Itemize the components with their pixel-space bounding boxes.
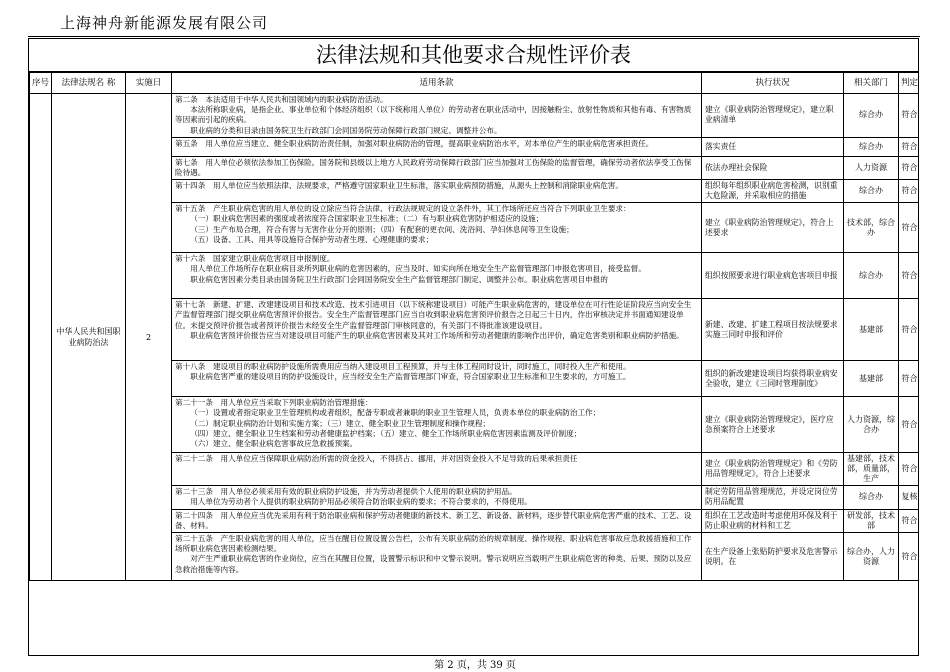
clause-text: （一）设置或者指定职业卫生管理机构或者组织，配备专职或者兼职的职业卫生管理人员，负责本单位的职业病防治工作； [190,408,601,418]
exec-status: 组织按照要求进行职业病危害项目申报 [702,253,844,299]
clause-cell [172,361,702,397]
exec-status: 建立《职业病防治管理规定》，符合上述要求 [702,203,844,253]
clause-text: 职业病危害预评价报告应当对建设项目可能产生的职业病危害因素及其对工作场所和劳动者健康的影响作出评价，确定危害类别和职业病防护措施。 [190,330,684,340]
judgement: 符合 [899,299,920,361]
clause-text: 第十七条 新建、扩建、改建建设项目和技术改造、技术引进项目（以下统称建设项目）可能产生职业病危害的，建设单位在可行性论证阶段应当向安全生产监督管理部门提交职业病危害预评价报告。安全生产监督管理部门应当自收到职业病危害预评价报告之日起三十日内，作出审核决定并书面通知建设单位。未提交预评价报告或者预评价报告未经安全生产监督管理部门审核同意的，有关部门不得批准该建设项目。 [175,300,692,330]
judgement: 符合 [899,156,920,179]
header-date: 实施日 [126,73,172,94]
exec-status: 在生产设备上张贴防护要求及危害警示说明。在 [702,533,844,581]
clause-text: 第二十四条 用人单位应当优先采用有利于防治职业病和保护劳动者健康的新技术、新工艺、新设备、新材料，逐步替代职业病危害严重的技术、工艺、设备、材料。 [175,510,692,530]
clause-text: 职业病危害因素分类目录由国务院卫生行政部门会同国务院安全生产监督管理部门制定、调整并公布。职业病危害项目申报的 [190,274,608,284]
exec-status: 建立《职业病防治管理规定》，建立职业病清单 [702,94,844,138]
clause-text: 第十六条 国家建立职业病危害项目申报制度。 [175,254,335,264]
related-dept: 基建部 [844,361,899,397]
related-dept: 基建部 [844,299,899,361]
clause-cell [172,453,702,486]
clause-cell [172,180,702,203]
exec-status: 建立《职业病防治管理规定》和《劳防用品管理规定》，符合上述要求 [702,453,844,486]
clause-text: 用人单位工作场所存在职业病目录所列职业病的危害因素的，应当及时、如实向所在地安全生产监督管理部门申报危害项目，接受监督。 [190,264,646,274]
judgement: 符合 [899,253,920,299]
clause-text: 第二十一条 用人单位应当采取下列职业病防治管理措施： [175,398,373,408]
evaluation-form [28,38,919,656]
clause-cell [172,397,702,453]
clause-text: （四）建立、健全职业卫生档案和劳动者健康监护档案；（五）建立、健全工作场所职业病危害因素监测及评价制度； [190,428,582,438]
judgement: 符合 [899,533,920,581]
clause-text: （一）职业病危害因素的强度或者浓度符合国家职业卫生标准；（二）有与职业病危害防护相适应的设施； [190,214,544,224]
company-name: 上海神舟新能源发展有限公司 [60,14,269,32]
law-name: 中华人民共和国职业病防治法 [52,94,126,581]
judgement: 符合 [899,180,920,203]
header-judge: 判定 [899,73,920,94]
group-seq [30,94,52,581]
related-dept: 综合办 [844,180,899,203]
clause-text: （三）生产布局合理，符合有害与无害作业分开的原则；（四）有配套的更衣间、洗浴间、孕妇休息间等卫生设施； [190,224,574,234]
clause-cell [172,94,702,138]
evaluation-table [29,72,919,581]
clause-text: 对产生严重职业病危害的作业岗位，应当在其醒目位置，设置警示标识和中文警示说明。警示说明应当载明产生职业病危害的种类、后果、预防以及应急救治措施等内容。 [175,554,692,574]
exec-status: 组织在工艺改造时考虑使用环保及利于防止职业病的材料和工艺 [702,509,844,532]
clause-text: 第二十五条 产生职业病危害的用人单位，应当在醒目位置设置公告栏，公布有关职业病防治的规章制度、操作规程、职业病危害事故应急救援措施和工作场所职业病危害因素检测结果。 [175,534,692,554]
exec-status: 制定劳防用品管理规范，并设定岗位劳防用品配置 [702,486,844,509]
exec-status: 新建、改建、扩建工程项目按法规要求实施三同时申报和评价 [702,299,844,361]
judgement: 符合 [899,361,920,397]
clause-text: （二）制定职业病防治计划和实施方案；（三）建立、健全职业卫生管理制度和操作规程； [190,418,491,428]
clause-text: 职业病危害严重的建设项目的防护设施设计，应当经安全生产监督管理部门审查，符合国家职业卫生标准和卫生要求的，方可施工。 [190,372,631,382]
page-number: 第 2 页，共 39 页 [434,660,516,671]
clause-text: 用人单位为劳动者个人提供的职业病防护用品必须符合防治职业病的要求；不符合要求的，不得使用。 [190,497,532,507]
related-dept: 人力资源 [844,156,899,179]
header-exec: 执行状况 [702,73,844,94]
table-header-row [30,73,920,94]
header-dept: 相关部门 [844,73,899,94]
table-row [30,94,920,138]
judgement: 符合 [899,94,920,138]
clause-text: 第十四条 用人单位应当依照法律、法规要求，严格遵守国家职业卫生标准，落实职业病预防措施，从源头上控制和消除职业病危害。 [175,181,624,191]
related-dept: 技术部，综合办 [844,203,899,253]
judgement: 复核 [899,486,920,509]
clause-cell [172,486,702,509]
clause-cell [172,299,702,361]
form-title: 法律法规和其他要求合规性评价表 [29,39,918,72]
header-law: 法律法规名 称 [52,73,126,94]
clause-cell [172,253,702,299]
exec-status: 依法办理社会保险 [702,156,844,179]
judgement: 符合 [899,203,920,253]
related-dept: 综合办，人力资源 [844,533,899,581]
related-dept: 综合办 [844,486,899,509]
clause-text: 职业病的分类和目录由国务院卫生行政部门会同国务院劳动保障行政部门规定、调整并公布。 [190,125,502,135]
clause-cell [172,137,702,156]
judgement: 符合 [899,397,920,453]
exec-status: 建立《职业病防治管理规定》，医疗应急预案符合上述要求 [702,397,844,453]
clause-text: （六）建立、健全职业病危害事故应急救援预案。 [190,439,358,449]
clause-text: （五）设备、工具、用具等设施符合保护劳动者生理、心理健康的要求； [190,234,434,244]
clause-text: 第二十二条 用人单位应当保障职业病防治所需的资金投入，不得挤占、挪用，并对因资金投入不足导致的后果承担责任 [175,454,578,464]
effective-date: 2 [126,94,172,581]
related-dept: 综合办 [844,253,899,299]
related-dept: 综合办 [844,137,899,156]
clause-cell [172,533,702,581]
judgement: 符合 [899,453,920,486]
clause-text: 第五条 用人单位应当建立、健全职业病防治责任制，加强对职业病防治的管理，提高职业病防治水平，对本单位产生的职业病危害承担责任。 [175,138,654,148]
header-rule [28,36,920,37]
header-seq: 序号 [30,73,52,94]
header-clause: 适用条款 [172,73,702,94]
judgement: 符合 [899,509,920,532]
clause-text: 第二十三条 用人单位必须采用有效的职业病防护设施，并为劳动者提供个人使用的职业病防护用品。 [175,487,517,497]
related-dept: 人力资源，综合办 [844,397,899,453]
clause-cell [172,156,702,179]
clause-text: 第七条 用人单位必须依法参加工伤保险。国务院和县级以上地方人民政府劳动保障行政部门应当加强对工伤保险的监督管理，确保劳动者依法享受工伤保险待遇。 [175,157,692,178]
clause-text: 第十八条 建设项目的职业病防护设施所需费用应当纳入建设项目工程预算，并与主体工程同时设计，同时施工，同时投入生产和使用。 [175,362,631,372]
related-dept: 研发部，技术部 [844,509,899,532]
exec-status: 组织每年组织职业病危害检测，识别重大危险源，并采取相应的措施 [702,180,844,203]
clause-text: 第十五条 产生职业病危害的用人单位的设立除应当符合法律、行政法规规定的设立条件外，其工作场所还应当符合下列职业卫生要求： [175,204,631,214]
related-dept: 综合办 [844,94,899,138]
clause-text: 本法所称职业病，是指企业、事业单位和个体经济组织（以下统称用人单位）的劳动者在职业活动中，因接触粉尘、放射性物质和其他有毒、有害物质等因素而引起的疾病。 [175,105,692,125]
clause-text: 第二条 本法适用于中华人民共和国领域内的职业病防治活动。 [175,95,388,104]
clause-cell [172,203,702,253]
related-dept: 基建部，技术部，质量部，生产 [844,453,899,486]
exec-status: 组织的新改建建设项目均获得职业病安全验收，建立《三同时管理制度》 [702,361,844,397]
judgement: 符合 [899,137,920,156]
clause-cell [172,509,702,532]
exec-status: 落实责任 [702,137,844,156]
